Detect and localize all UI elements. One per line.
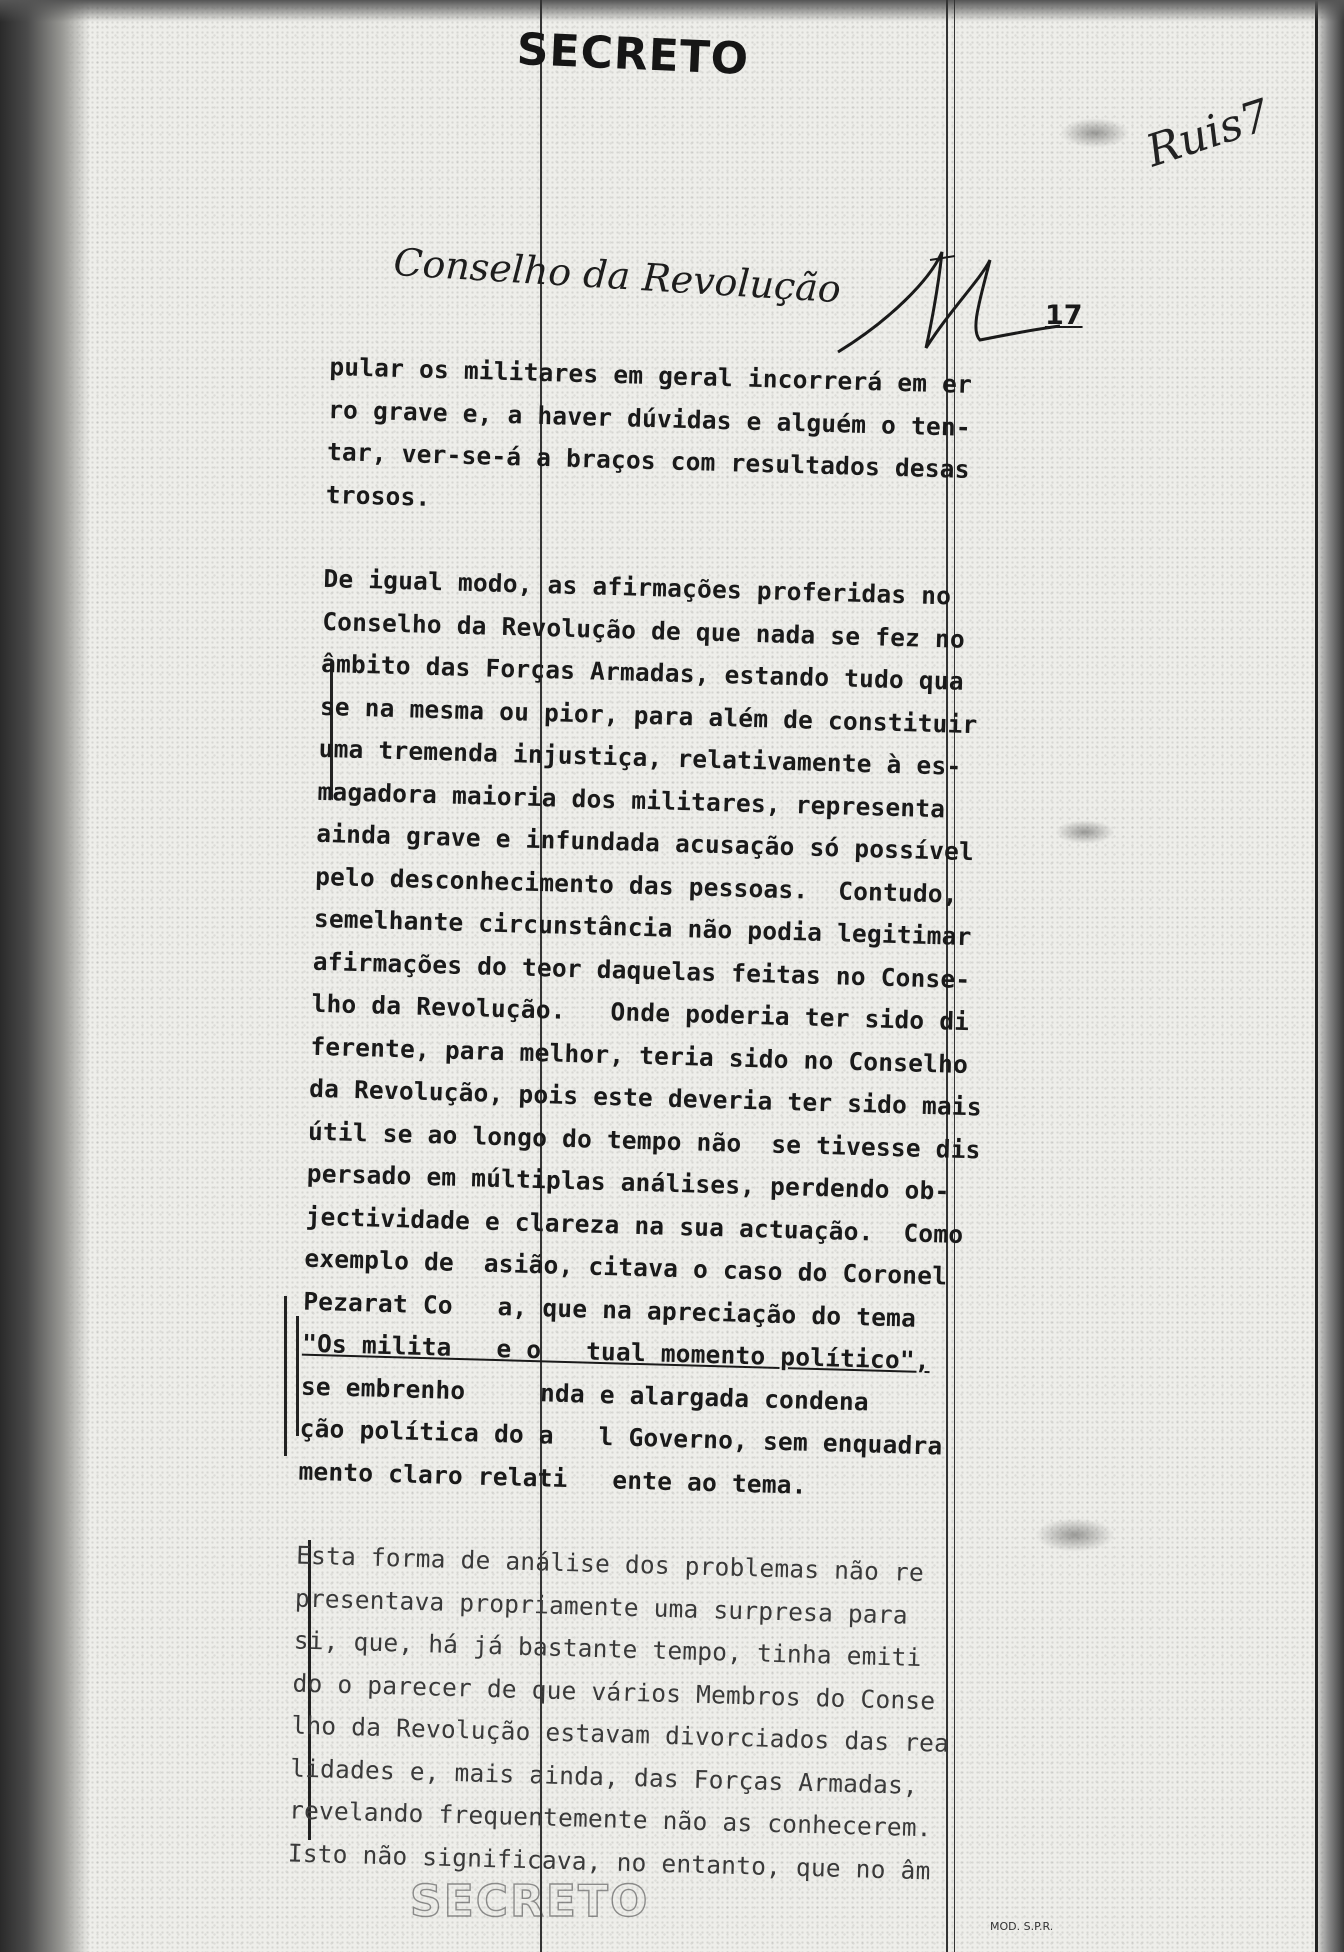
text-line: Esta forma de análise dos problemas não re (295, 1540, 925, 1588)
paragraph (298, 558, 1084, 1514)
text-line: magadora maioria dos militares, representa (317, 776, 946, 823)
handwritten-initials: Ruis7 (1140, 89, 1276, 178)
text-line: pular os militares em geral incorrerá em er (329, 351, 973, 399)
text-line: se embrenho nda e alargada condena (300, 1371, 870, 1416)
text-line: Pezarat Co a, que na apreciação do tema (302, 1286, 917, 1333)
text-line: revelando frequentemente não as conhecerem. (288, 1795, 933, 1843)
text-line: lho da Revolução. Onde poderia ter sido di (311, 988, 970, 1037)
text-line: ção política do a l Governo, sem enquadra (299, 1413, 943, 1461)
text-line: lho da Revolução estavam divorciados das rea (291, 1710, 950, 1758)
text-line: afirmações do teor daquelas feitas no Conse- (312, 946, 971, 994)
paragraph (287, 1535, 1056, 1896)
margin-mark (296, 1316, 299, 1436)
text-line: tar, ver-se-á a braços com resultados desas (326, 436, 971, 484)
scan-edge-right-line (1315, 0, 1318, 1952)
text-line: uma tremenda injustiça, relativamente à es- (318, 733, 962, 781)
text-line: lidades e, mais ainda, das Forças Armadas, (289, 1752, 919, 1800)
body-text (286, 346, 1090, 1938)
scan-blot (1060, 118, 1130, 148)
text-line: ainda grave e infundada acusação só possível (315, 818, 975, 867)
text-line: trosos. (325, 479, 431, 512)
text-line: semelhante circunstância não podia legitimar (313, 903, 972, 952)
text-line: ferente, para melhor, teria sido no Conselho (310, 1031, 969, 1079)
text-line: si, que, há já bastante tempo, tinha emiti (293, 1625, 922, 1673)
text-line: jectividade e clareza na sua actuação. Como (305, 1201, 964, 1249)
text-line: Isto não significava, no entanto, que no âm (287, 1837, 931, 1885)
scan-edge-right (1314, 0, 1344, 1952)
secret-stamp-bottom: SECRETO (410, 1876, 650, 1927)
text-line-underlined: "Os milita e o tual momento político", (301, 1328, 931, 1376)
scan-edge-top (0, 0, 1344, 22)
secret-stamp-top: SECRETO (515, 24, 751, 86)
text-line: pelo desconhecimento das pessoas. Contudo, (314, 861, 959, 909)
text-line: exemplo de asião, citava o caso do Coronel (304, 1243, 948, 1291)
letterhead: Conselho da Revolução (392, 240, 843, 312)
text-line: persado em múltiplas análises, perdendo ob- (306, 1158, 950, 1206)
margin-mark (284, 1296, 287, 1456)
scan-edge-left (0, 0, 90, 1952)
text-line: mento claro relati ente ao tema. (298, 1456, 808, 1500)
text-line: da Revolução, pois este deveria ter sido mais (308, 1073, 983, 1122)
text-line: De igual modo, as afirmações proferidas no (323, 563, 952, 611)
text-line: útil se ao longo do tempo não se tivesse dis (307, 1116, 981, 1164)
text-line: do o parecer de que vários Membros do Conse (292, 1667, 936, 1715)
text-line: ro grave e, a haver dúvidas e alguém o ten- (327, 394, 972, 442)
page-number: 17 (1045, 300, 1083, 331)
text-line: se na mesma ou pior, para além de constituir (319, 691, 978, 739)
text-line: âmbito das Forças Armadas, estando tudo qua (320, 648, 965, 696)
form-code: MOD. S.P.R. (990, 1920, 1054, 1933)
paragraph (325, 346, 1089, 537)
signature-icon (830, 240, 1070, 360)
text-line: presentava propriamente uma surpresa para (294, 1583, 909, 1630)
text-line: Conselho da Revolução de que nada se fez no (321, 606, 966, 654)
